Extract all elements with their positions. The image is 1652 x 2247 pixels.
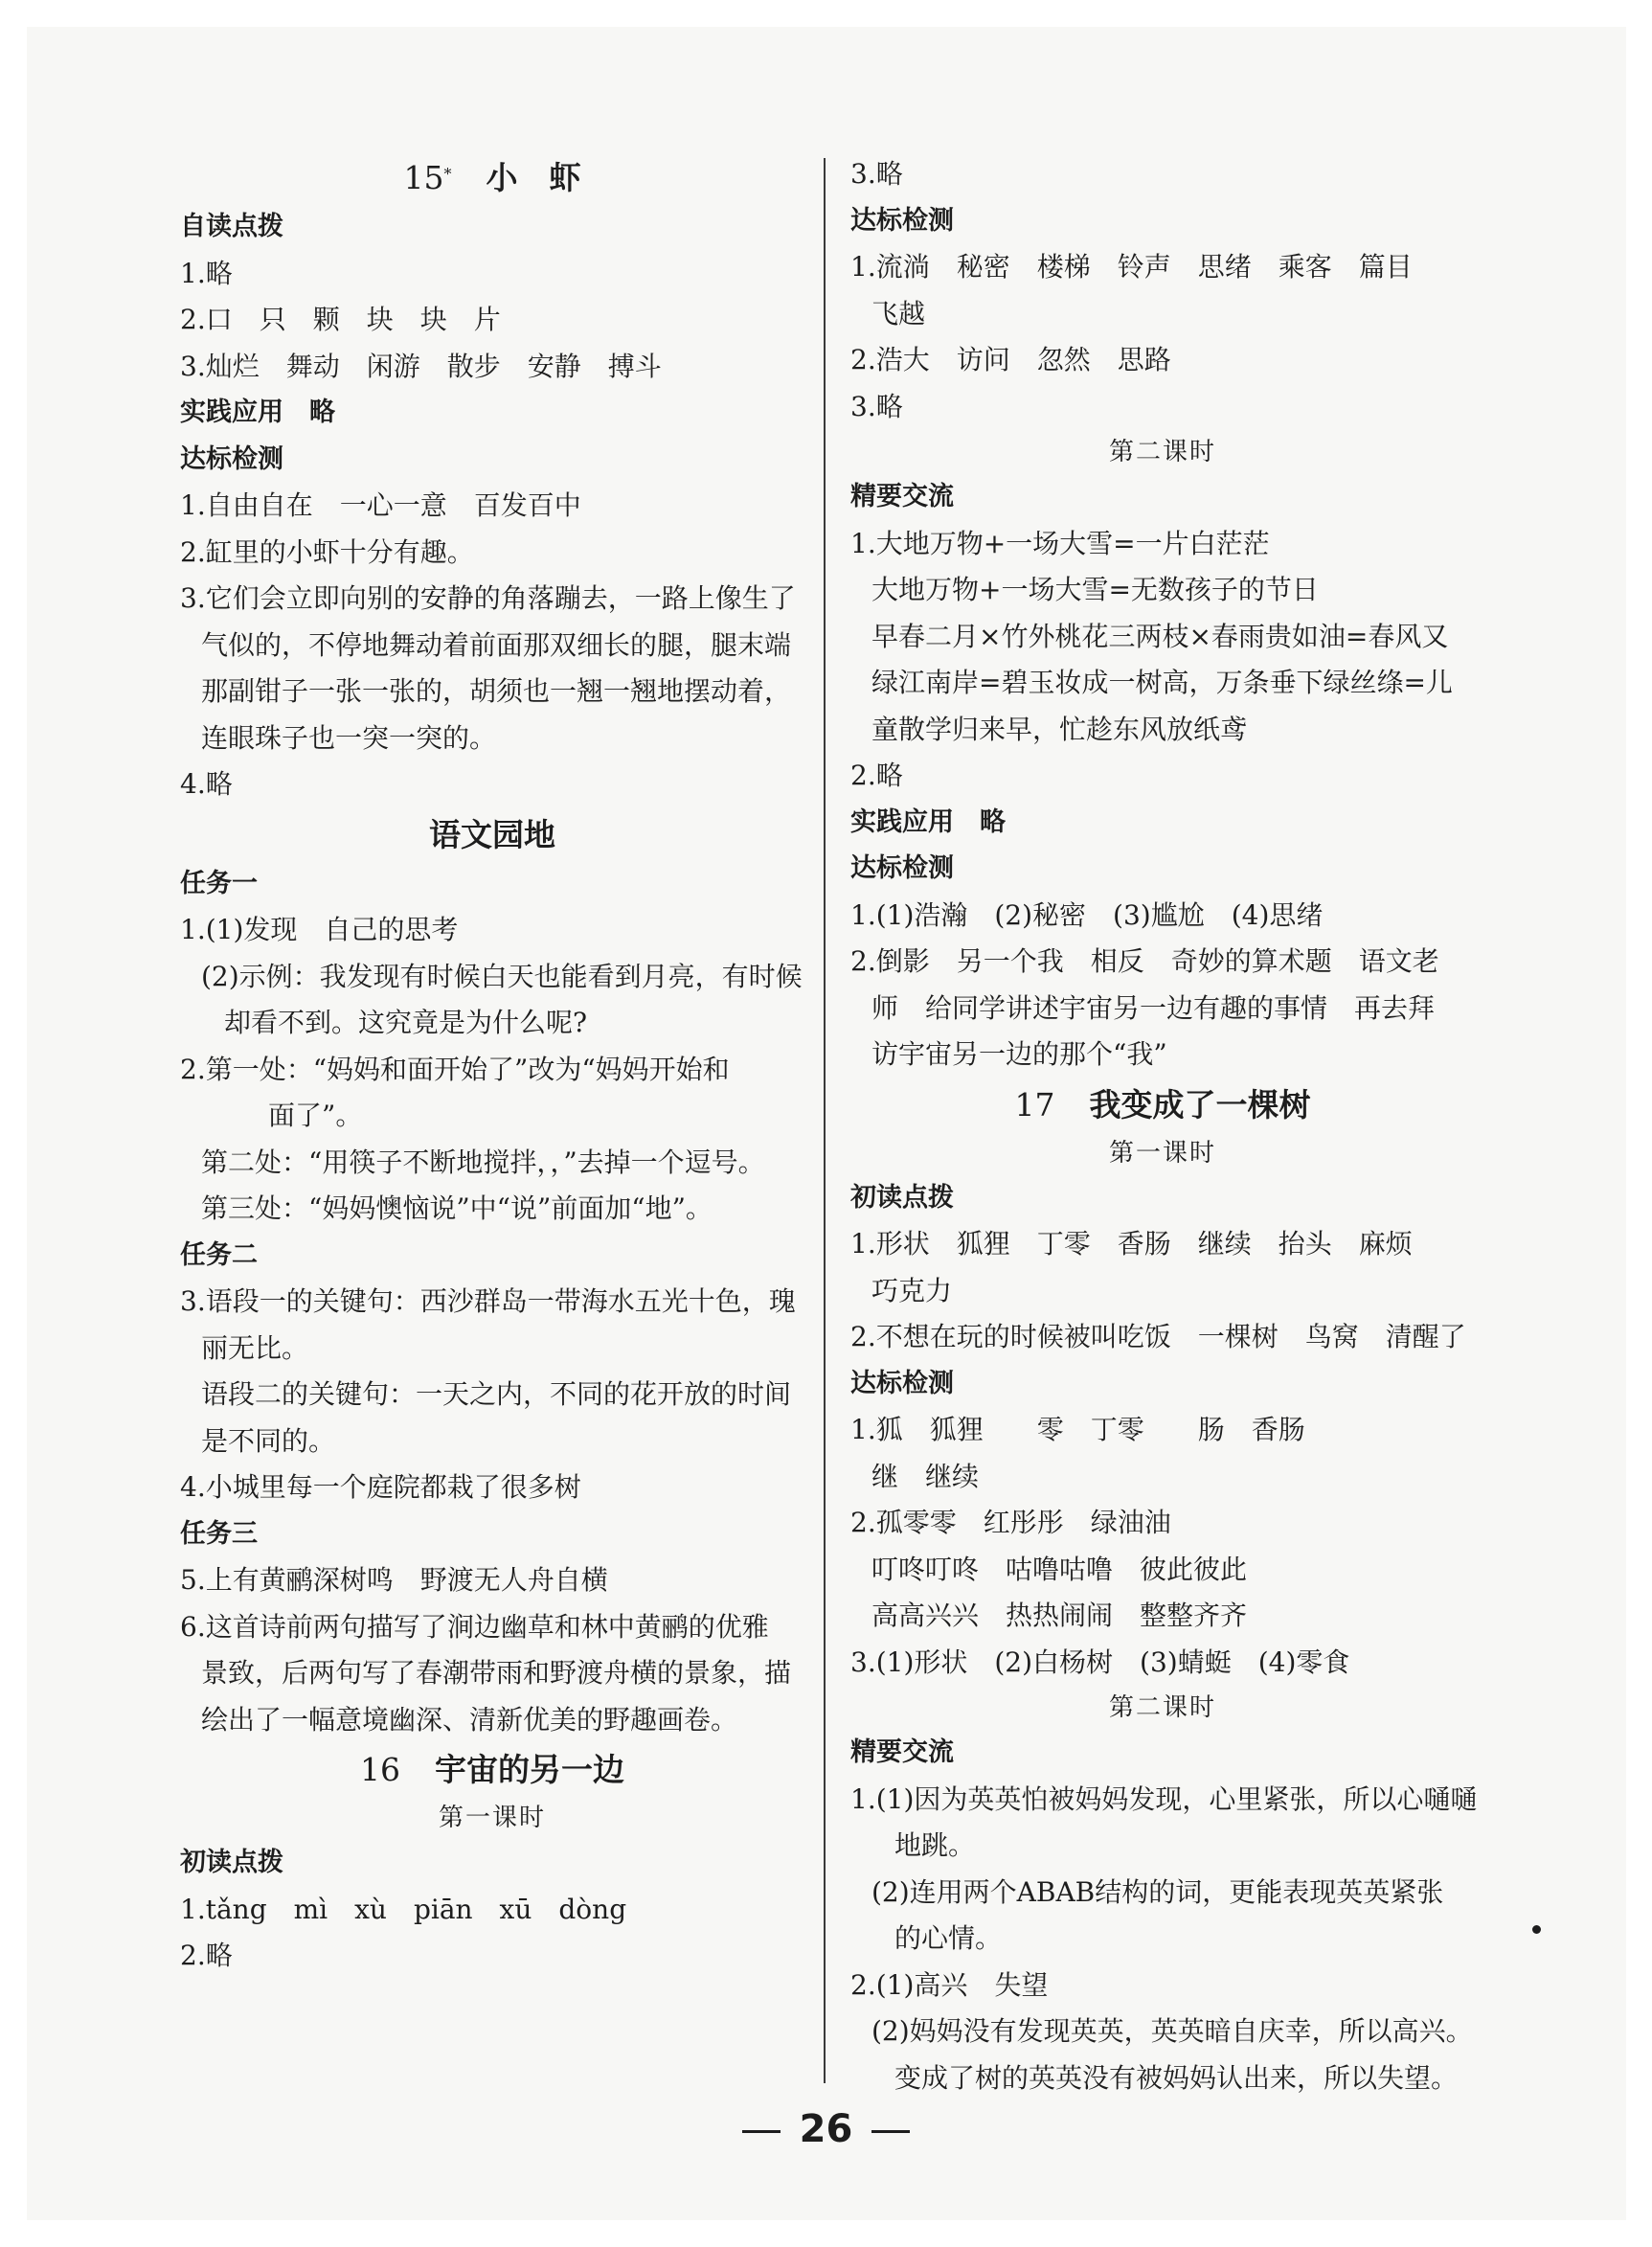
lesson-name: 我变成了一棵树: [1089, 1085, 1311, 1124]
answer-line: 1.流淌 秘密 楼梯 铃声 思绪 乘客 篇目: [850, 251, 1413, 283]
answer-line: 1.(1)浩瀚 (2)秘密 (3)尴尬 (4)思绪: [850, 898, 1324, 931]
section-heading: 达标检测: [180, 443, 283, 474]
answer-line: 飞越: [871, 297, 926, 329]
answer-line: (2)示例：我发现有时候白天也能看到月亮，有时候: [201, 960, 803, 992]
answer-line: 3.它们会立即向别的安静的角落蹦去，一路上像生了: [180, 582, 796, 614]
answer-line: 第三处：“妈妈懊恼说”中“说”前面加“地”。: [201, 1192, 713, 1224]
answer-line: (2)妈妈没有发现英英，英英暗自庆幸，所以高兴。: [871, 2015, 1473, 2047]
section-heading: 达标检测: [850, 1368, 954, 1398]
answer-line: 是不同的。: [201, 1424, 336, 1457]
lesson-period: 第二课时: [1108, 438, 1216, 466]
lesson-number: 15*: [403, 159, 452, 196]
lesson-period: 第二课时: [1108, 1693, 1216, 1722]
margin-dot: [1532, 1925, 1541, 1934]
answer-line: 1.自由自在 一心一意 百发百中: [180, 489, 581, 521]
answer-line: 2.(1)高兴 失望: [850, 1968, 1049, 2001]
section-heading: 任务一: [180, 868, 258, 898]
answer-line: 童散学归来早，忙趁东风放纸鸢: [871, 713, 1248, 745]
answer-line: 却看不到。这究竟是为什么呢?: [224, 1007, 588, 1038]
answer-line: 2.口 只 颗 块 块 片: [180, 304, 501, 335]
section-heading: 达标检测: [850, 205, 954, 236]
answer-line: 2.不想在玩的时候被叫吃饭 一棵树 鸟窝 清醒了: [850, 1321, 1466, 1352]
answer-line: 4.略: [180, 768, 233, 800]
answer-line: 2.第一处：“妈妈和面开始了”改为“妈妈开始和: [180, 1053, 730, 1085]
answer-line: 4.小城里每一个庭院都栽了很多树: [180, 1471, 581, 1503]
answer-line: 2.浩大 访问 忽然 思路: [850, 344, 1171, 375]
answer-line: 连眼珠子也一突一突的。: [201, 721, 497, 754]
section-heading: 精要交流: [850, 482, 954, 511]
lesson-name: 小 虾: [486, 159, 581, 196]
page-number-dash: [871, 2130, 910, 2133]
answer-line: 1.(1)因为英英怕被妈妈发现，心里紧张，所以心嗵嗵: [850, 1782, 1478, 1815]
answer-line: 3.略: [850, 390, 903, 422]
answer-line: 丽无比。: [201, 1331, 309, 1364]
answer-line: (2)连用两个ABAB结构的词，更能表现英英紧张: [871, 1875, 1444, 1908]
answer-line: 第二处：“用筷子不断地搅拌，，”去掉一个逗号。: [201, 1146, 765, 1178]
section-heading: 实践应用 略: [180, 397, 335, 427]
section-heading: 达标检测: [850, 853, 954, 883]
section-heading: 自读点拨: [180, 212, 283, 241]
lesson-period: 第一课时: [1108, 1138, 1216, 1168]
column-divider: [824, 158, 826, 2083]
answer-line: 6.这首诗前两句描写了涧边幽草和林中黄鹂的优雅: [180, 1610, 769, 1643]
answer-line: 1.略: [180, 257, 233, 289]
left-column: [180, 151, 804, 1980]
section-heading: 精要交流: [850, 1737, 954, 1767]
section-heading: 任务二: [180, 1239, 258, 1270]
lesson-period: 第一课时: [438, 1804, 546, 1832]
answer-line: 1.(1)发现 自己的思考: [180, 914, 459, 945]
answer-line: 继 继续: [871, 1460, 980, 1492]
answer-line: 访宇宙另一边的那个“我”: [871, 1038, 1167, 1070]
answer-line: 叮咚叮咚 咕噜咕噜 彼此彼此: [871, 1553, 1248, 1585]
answer-line: 绿江南岸=碧玉妆成一树高，万条垂下绿丝绦=儿: [871, 667, 1453, 698]
answer-line: 3.(1)形状 (2)白杨树 (3)蜻蜓 (4)零食: [850, 1646, 1350, 1678]
lesson-number: 16: [360, 1751, 400, 1788]
page-number: [0, 2107, 1652, 2151]
page-number-dash: [742, 2130, 781, 2133]
answer-line: 语段二的关键句：一天之内，不同的花开放的时间: [201, 1378, 792, 1410]
answer-line: 3.灿烂 舞动 闲游 散步 安静 搏斗: [180, 350, 662, 382]
answer-line: 5.上有黄鹂深树鸣 野渡无人舟自横: [180, 1564, 608, 1596]
answer-line: 早春二月×竹外桃花三两枝×春雨贵如油=春风又: [871, 620, 1449, 652]
answer-line: 巧克力: [871, 1274, 953, 1306]
answer-line: 1.狐 狐狸 零 丁零 肠 香肠: [850, 1414, 1305, 1445]
answer-line: 面了”。: [268, 1100, 363, 1131]
answer-line: 变成了树的英英没有被妈妈认出来，所以失望。: [894, 2061, 1459, 2094]
answer-line: 高高兴兴 热热闹闹 整整齐齐: [871, 1600, 1248, 1631]
answer-line: 2.略: [180, 1940, 233, 1971]
section-title-yuwenyuandi: 语文园地: [429, 815, 555, 853]
lesson-17-title: [850, 1078, 1475, 1131]
lesson-15-title: [180, 151, 804, 204]
section-heading: 实践应用 略: [850, 806, 1006, 837]
page-number-value: 26: [799, 2107, 853, 2151]
answer-line: 气似的，不停地舞动着前面那双细长的腿，腿末端: [201, 628, 792, 661]
answer-line: 的心情。: [894, 1922, 1003, 1954]
answer-line: 1.大地万物+一场大雪=一片白茫茫: [850, 527, 1270, 559]
answer-line: 2.倒影 另一个我 相反 奇妙的算术题 语文老: [850, 945, 1439, 977]
answer-line: 景致，后两句写了春潮带雨和野渡舟横的景象，描: [201, 1657, 792, 1689]
lesson-16-title: [180, 1743, 804, 1796]
right-column: [850, 151, 1478, 2101]
answer-line: 地跳。: [894, 1829, 976, 1861]
section-heading: 任务三: [180, 1518, 258, 1549]
lesson-number: 17: [1014, 1085, 1055, 1124]
answer-line: 2.缸里的小虾十分有趣。: [180, 535, 474, 568]
section-heading: 初读点拨: [850, 1182, 954, 1213]
answer-line: 绘出了一幅意境幽深、清新优美的野趣画卷。: [201, 1703, 738, 1736]
answer-line: 师 给同学讲述宇宙另一边有趣的事情 再去拜: [871, 991, 1436, 1024]
answer-line: 2.略: [850, 760, 903, 791]
answer-line: 1.形状 狐狸 丁零 香肠 继续 抬头 麻烦: [850, 1228, 1413, 1260]
lesson-name: 宇宙的另一边: [435, 1751, 624, 1788]
section-heading: 初读点拨: [180, 1848, 283, 1877]
answer-line: 3.语段一的关键句：西沙群岛一带海水五光十色，瑰: [180, 1285, 796, 1317]
answer-line: 3.略: [850, 158, 903, 190]
answer-line: 2.孤零零 红彤彤 绿油油: [850, 1507, 1171, 1538]
answer-line: 1.tǎng mì xù piān xū dòng: [180, 1893, 627, 1925]
answer-line: 大地万物+一场大雪=无数孩子的节日: [871, 574, 1319, 605]
answer-line: 那副钳子一张一张的，胡须也一翘一翘地摆动着，: [201, 675, 792, 707]
